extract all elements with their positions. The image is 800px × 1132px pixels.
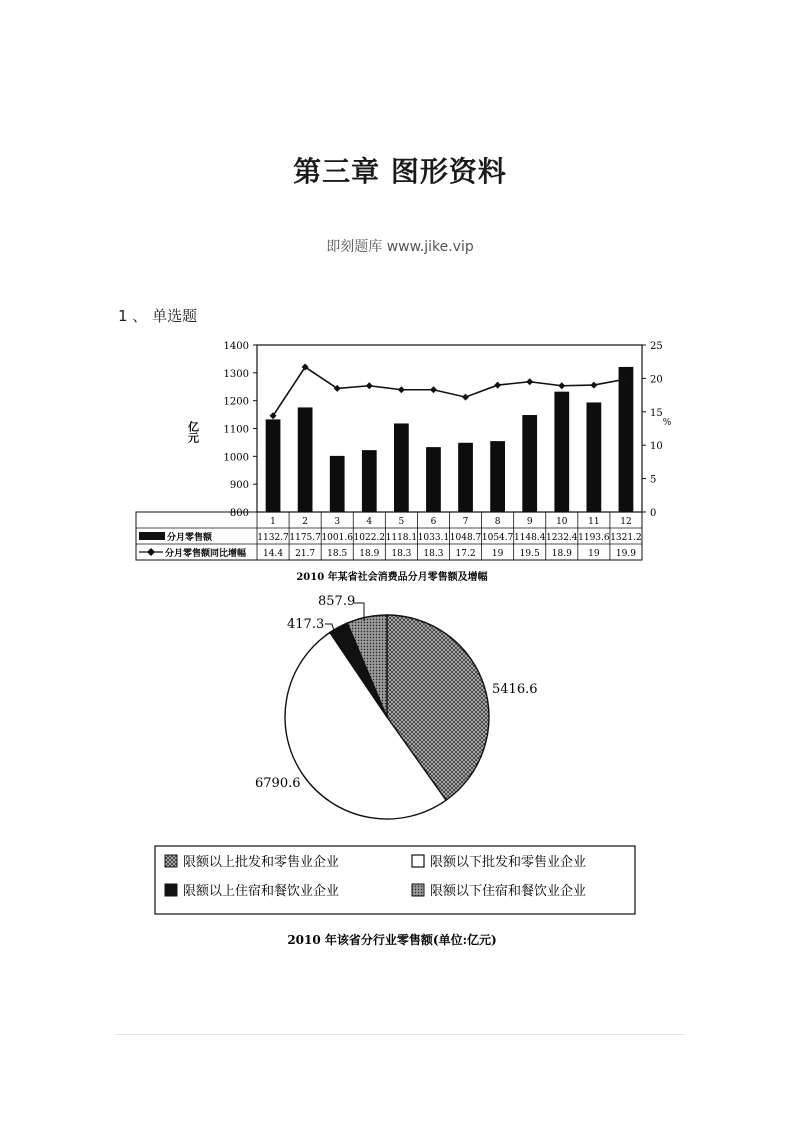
question-label: 1 、 单选题 [118, 307, 198, 325]
line-value-label: 14.4 [263, 549, 284, 559]
bar [330, 456, 345, 512]
pie-legend-item [412, 883, 586, 899]
bar [266, 419, 281, 512]
bar-value-label: 1175.7 [289, 533, 321, 543]
y2-tick-label: 0 [650, 508, 657, 519]
y-tick-label: 800 [229, 508, 249, 519]
combo-chart [136, 341, 672, 583]
y-tick-label: 900 [229, 480, 249, 492]
x-tick-label: 9 [526, 517, 533, 527]
x-tick-label: 2 [302, 517, 308, 527]
pie-label-wholesale-above: 5416.6 [492, 682, 538, 697]
x-tick-label: 7 [462, 517, 469, 527]
line-point [526, 378, 533, 385]
legend-bar-row [139, 531, 213, 543]
pie-legend-item [165, 883, 339, 899]
bar [586, 402, 601, 512]
bar-value-label: 1193.6 [578, 533, 610, 543]
bar-value-label: 1118.1 [385, 533, 418, 543]
bar [619, 367, 634, 512]
bar-value-label: 1054.7 [481, 533, 514, 543]
line-point [590, 382, 597, 389]
plot-frame [257, 345, 642, 512]
y2-tick-label: 25 [650, 341, 663, 352]
pie-legend [155, 846, 635, 914]
line-value-label: 19 [588, 549, 600, 559]
bar [554, 392, 569, 512]
svg-text:限额以下住宿和餐饮业企业: 限额以下住宿和餐饮业企业 [430, 884, 587, 899]
y-tick-label: 1000 [223, 452, 249, 464]
bar-value-label: 1321.2 [610, 533, 642, 543]
bar [394, 423, 409, 512]
line-series [270, 364, 630, 420]
x-tick-label: 4 [366, 517, 373, 527]
line-point [430, 386, 437, 393]
pie-legend-item [165, 854, 339, 870]
line-point [462, 394, 469, 401]
line-value-label: 18.3 [423, 549, 444, 559]
page-subtitle: 即刻题库 www.jike.vip [326, 239, 474, 255]
y-tick-label: 1300 [223, 368, 249, 380]
footer-divider [115, 1034, 685, 1035]
y2-axis-ticks [642, 341, 663, 519]
x-tick-label: 1 [270, 517, 276, 527]
bar [490, 441, 505, 512]
line-value-label: 17.2 [455, 549, 476, 559]
pie-label-hotel-below: 857.9 [318, 594, 356, 609]
line-path [273, 367, 626, 416]
page-title: 第三章 图形资料 [293, 155, 507, 188]
bar [362, 450, 377, 512]
bar [522, 415, 537, 512]
svg-text:限额以上住宿和餐饮业企业: 限额以上住宿和餐饮业企业 [183, 884, 340, 899]
bar-value-label: 1132.7 [257, 533, 289, 543]
line-point [366, 382, 373, 389]
x-tick-label: 10 [556, 517, 568, 527]
line-point [398, 386, 405, 393]
data-table [136, 512, 642, 560]
y2-tick-label: 10 [650, 441, 663, 453]
x-tick-label: 8 [494, 517, 501, 527]
y2-axis-label: % [662, 418, 672, 428]
y2-tick-label: 5 [650, 474, 657, 486]
bar-value-label: 1033.1 [417, 533, 450, 543]
pie-title: 2010 年该省分行业零售额(单位:亿元) [287, 933, 497, 947]
line-value-label: 18.9 [359, 549, 380, 559]
bar-value-label: 1232.4 [546, 533, 578, 543]
legend-line-row [139, 547, 246, 559]
line-value-label: 18.5 [327, 549, 348, 559]
legend-bar-swatch [139, 532, 165, 540]
pie-chart [155, 594, 635, 947]
line-value-label: 19 [491, 549, 504, 559]
svg-text:限额以上批发和零售业企业: 限额以上批发和零售业企业 [183, 855, 340, 870]
line-point [494, 382, 501, 389]
bar-series [266, 367, 634, 512]
bar [298, 407, 313, 512]
bar-value-label: 1148.4 [513, 533, 546, 543]
y2-tick-label: 15 [650, 407, 663, 419]
pie-label-wholesale-below: 6790.6 [255, 776, 301, 791]
bar-value-label: 1022.2 [353, 533, 386, 543]
x-tick-label: 3 [334, 517, 341, 527]
line-point [558, 382, 565, 389]
y-axis-label: 亿元 [186, 421, 200, 443]
bar [458, 443, 473, 512]
bar-value-label: 1048.7 [449, 533, 482, 543]
y-tick-label: 1400 [223, 341, 249, 352]
x-tick-label: 12 [620, 517, 632, 527]
x-tick-label: 6 [430, 517, 437, 527]
legend-bar-label: 分月零售额 [167, 533, 213, 543]
line-value-label: 18.3 [391, 549, 412, 559]
pie-legend-item [412, 854, 586, 870]
bar-value-label: 1001.6 [321, 533, 353, 543]
line-value-label: 19.9 [615, 549, 636, 559]
line-value-label: 18.9 [551, 549, 572, 559]
legend-line-label: 分月零售额同比增幅 [165, 549, 247, 559]
y-tick-label: 1200 [223, 396, 249, 408]
pie-label-hotel-above: 417.3 [287, 617, 325, 632]
x-tick-label: 11 [588, 517, 600, 527]
y2-tick-label: 20 [650, 374, 663, 386]
bar [426, 447, 441, 512]
chart-title: 2010 年某省社会消费品分月零售额及增幅 [296, 572, 488, 583]
line-value-label: 19.5 [519, 549, 540, 559]
line-value-label: 21.7 [295, 549, 316, 559]
y-tick-label: 1100 [223, 424, 249, 436]
x-tick-label: 5 [398, 517, 405, 527]
y-axis-ticks [224, 341, 257, 519]
svg-text:限额以下批发和零售业企业: 限额以下批发和零售业企业 [430, 855, 587, 870]
